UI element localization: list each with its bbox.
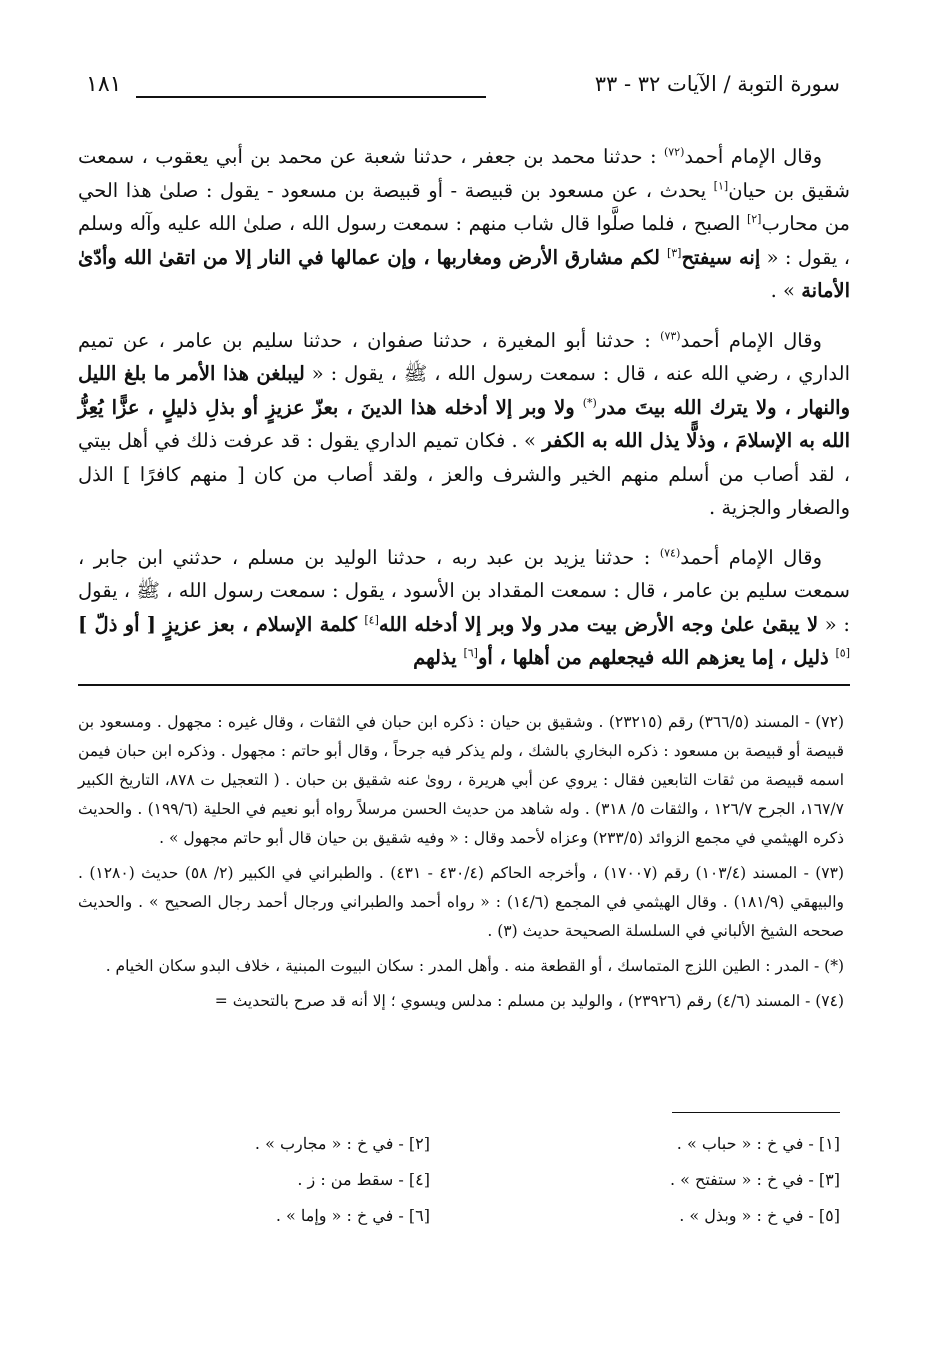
footnote-ref: (٧٣) — [660, 329, 681, 342]
note-2: [٢] - في خ : « مجارب » . — [254, 1134, 430, 1153]
hadith-text: كلمة الإسلام ، بعز عزيزٍ [ أو ذلّ ] — [78, 612, 365, 636]
note-1: [١] - في خ : « حباب » . — [676, 1134, 840, 1153]
text-run: : حدثنا محمد بن جعفر ، حدثنا شعبة عن محمد بن أبي يعقوب ، سمعت شقيق بن حيان — [78, 145, 850, 202]
running-title: سورة التوبة / الآيات ٣٢ - ٣٣ — [594, 72, 840, 96]
text-run: الصبح ، فلما صلَّوا قال شاب منهم : سمعت رسول الله ، صلىٰ الله عليه وآله وسلم ، يقول : « — [78, 212, 851, 269]
text-run: » . — [770, 279, 802, 302]
note-ref: [٤] — [364, 613, 379, 626]
hadith-text: ليبلغن هذا الأمر ما بلغ الليل والنهار ، ولا يترك الله بيتَ مدر — [78, 362, 850, 419]
footnote-ref: (٧٢) — [663, 145, 685, 159]
hadith-text: إنه سيفتح — [681, 245, 761, 269]
paragraph-72 — [78, 140, 850, 308]
text-run: : حدثنا يزيد بن عبد ربه ، حدثنا الوليد بن مسلم ، حدثني ابن جابر ، سمعت سليم بن عامر ، قال : سمعت المقداد بن الأسود ، يقول : سمعت رسول الله ، ﷺ ، يقول : « — [78, 545, 850, 636]
text-run: » . فكان تميم الداري يقول : قد عرفت ذلك في أهل بيتي ، لقد أصاب من أسلم منهم الخير والشرف والعز ، ولقد أصاب من كان [ منهم كافرًا ] الذل والصغار والجزية . — [78, 429, 850, 519]
page-header — [78, 70, 840, 110]
note-ref: [٢] — [746, 212, 762, 226]
footnote-asterisk: (*) - المدر : الطين اللزج المتماسك ، أو القطعة منه . وأهل المدر : سكان البيوت المبنية ، خلاف البدو سكان الخيام . — [105, 957, 844, 975]
paragraph-74 — [78, 541, 850, 675]
hadith-text: ولا وبر إلا أدخله هذا الدينَ ، بعزّ عزيزٍ أو بذلِ ذليلٍ ، عزًّا يُعِزُّ الله به الإسلامَ ، وذلًّا يذل الله به الكفر — [78, 395, 850, 452]
note-4: [٤] - سقط من : ز . — [297, 1170, 430, 1189]
footnote-73: (٧٣) - المسند (١٠٣/٤) رقم (١٧٠٠٧) ، وأخرجه الحاكم (٤٣٠/٤ - ٤٣١) . والطبراني في الكبير (٢/ ٥٨) حديث (١٢٨٠) . والبيهقي (١٨١/٩) . وقال الهيثمي في المجمع (١٤/٦) : « رواه أحمد والطبراني ورجال أحمد رجال الصحيح » . والحديث صححه الشيخ الألباني في السلسلة الصحيحة حديث (٣) . — [78, 864, 845, 940]
footnote-74: (٧٤) - المسند (٤/٦) رقم (٢٣٩٢٦) ، والوليد بن مسلم : مدلس ويسوي ؛ إلا أنه قد صرح بالتحديث = — [214, 992, 844, 1010]
notes-separator — [672, 1112, 840, 1113]
note-6: [٦] - في خ : « وإما » . — [275, 1206, 430, 1225]
page-number: ١٨١ — [86, 72, 122, 97]
hadith-text: يذلهم — [413, 646, 464, 669]
note-ref: [١] — [713, 179, 729, 192]
note-3: [٣] - في خ : « ستفتح » . — [669, 1170, 840, 1189]
text-run: يحدث ، عن مسعود بن قبيصة - أو قبيصة بن مسعود - يقول : صلىٰ هذا الحي من محارب — [78, 178, 850, 235]
footnote-ref: (٧٤) — [659, 546, 681, 559]
note-ref: [٦] — [463, 646, 478, 660]
text-run: : حدثنا أبو المغيرة ، حدثنا صفوان ، حدثنا سليم بن عامر ، عن تميم الداري ، رضي الله عنه ، قال : سمعت رسول الله ، ﷺ ، يقول : « — [78, 328, 851, 385]
hadith-text: لكم مشارق الأرض ومغاربها ، وإن عمالها في النار إلا من اتقىٰ الله وأدّىٰ الأمانة — [78, 245, 850, 302]
footnote-separator — [78, 684, 850, 686]
footnote-72: (٧٢) - المسند (٣٦٦/٥) رقم (٢٣٢١٥) . وشقيق بن حيان : ذكره ابن حبان في الثقات ، وقال غيره : مجهول . ومسعود بن قبيصة أو قبيصة بن مسعود : ذكره البخاري بالشك ، ولم يذكر فيه جرحاً ، وقال أبو حاتم : مجهول . وذكره ابن حبان فيمن اسمه قبيصة من ثقات التابعين فقال : يروي عن أبي هريرة ، روىٰ عنه شقيق بن حبان . ( التعجيل ت ٨٧٨، التاريخ الكبير ١٦٧/٧، الجرح ١٢٦/٧ ، والثقات ٥/ ٣١٨) . وله شاهد من حديث الحسن مرسلاً رواه أبو نعيم في الحلية (١٩٩/٦) . والحديث ذكره الهيثمي في مجمع الزوائد (٢٣٣/٥) وعزاه لأحمد وقال : « وفيه شقيق بن حيان قال أبو حاتم مجهول » . — [78, 713, 844, 847]
main-text — [78, 140, 850, 691]
note-ref: [٥] — [835, 646, 850, 660]
text-run: وقال الإمام أحمد — [680, 545, 822, 569]
footnote-ref: (*) — [582, 396, 597, 409]
manuscript-notes — [120, 1128, 840, 1238]
hadith-text: ذليل ، إما يعزهم الله فيجعلهم من أهلها ، أو — [477, 646, 836, 669]
hadith-text: لا يبقىٰ علىٰ وجه الأرض بيت مدر ولا وبر إلا أدخله الله — [378, 612, 819, 636]
note-5: [٥] - في خ : « وبذل » . — [679, 1206, 840, 1225]
note-ref: [٣] — [666, 246, 682, 259]
text-run: وقال الإمام أحمد — [684, 145, 822, 168]
text-run: وقال الإمام أحمد — [680, 328, 822, 352]
footnotes — [78, 708, 844, 1022]
paragraph-73 — [78, 324, 850, 525]
header-rule — [136, 96, 486, 98]
